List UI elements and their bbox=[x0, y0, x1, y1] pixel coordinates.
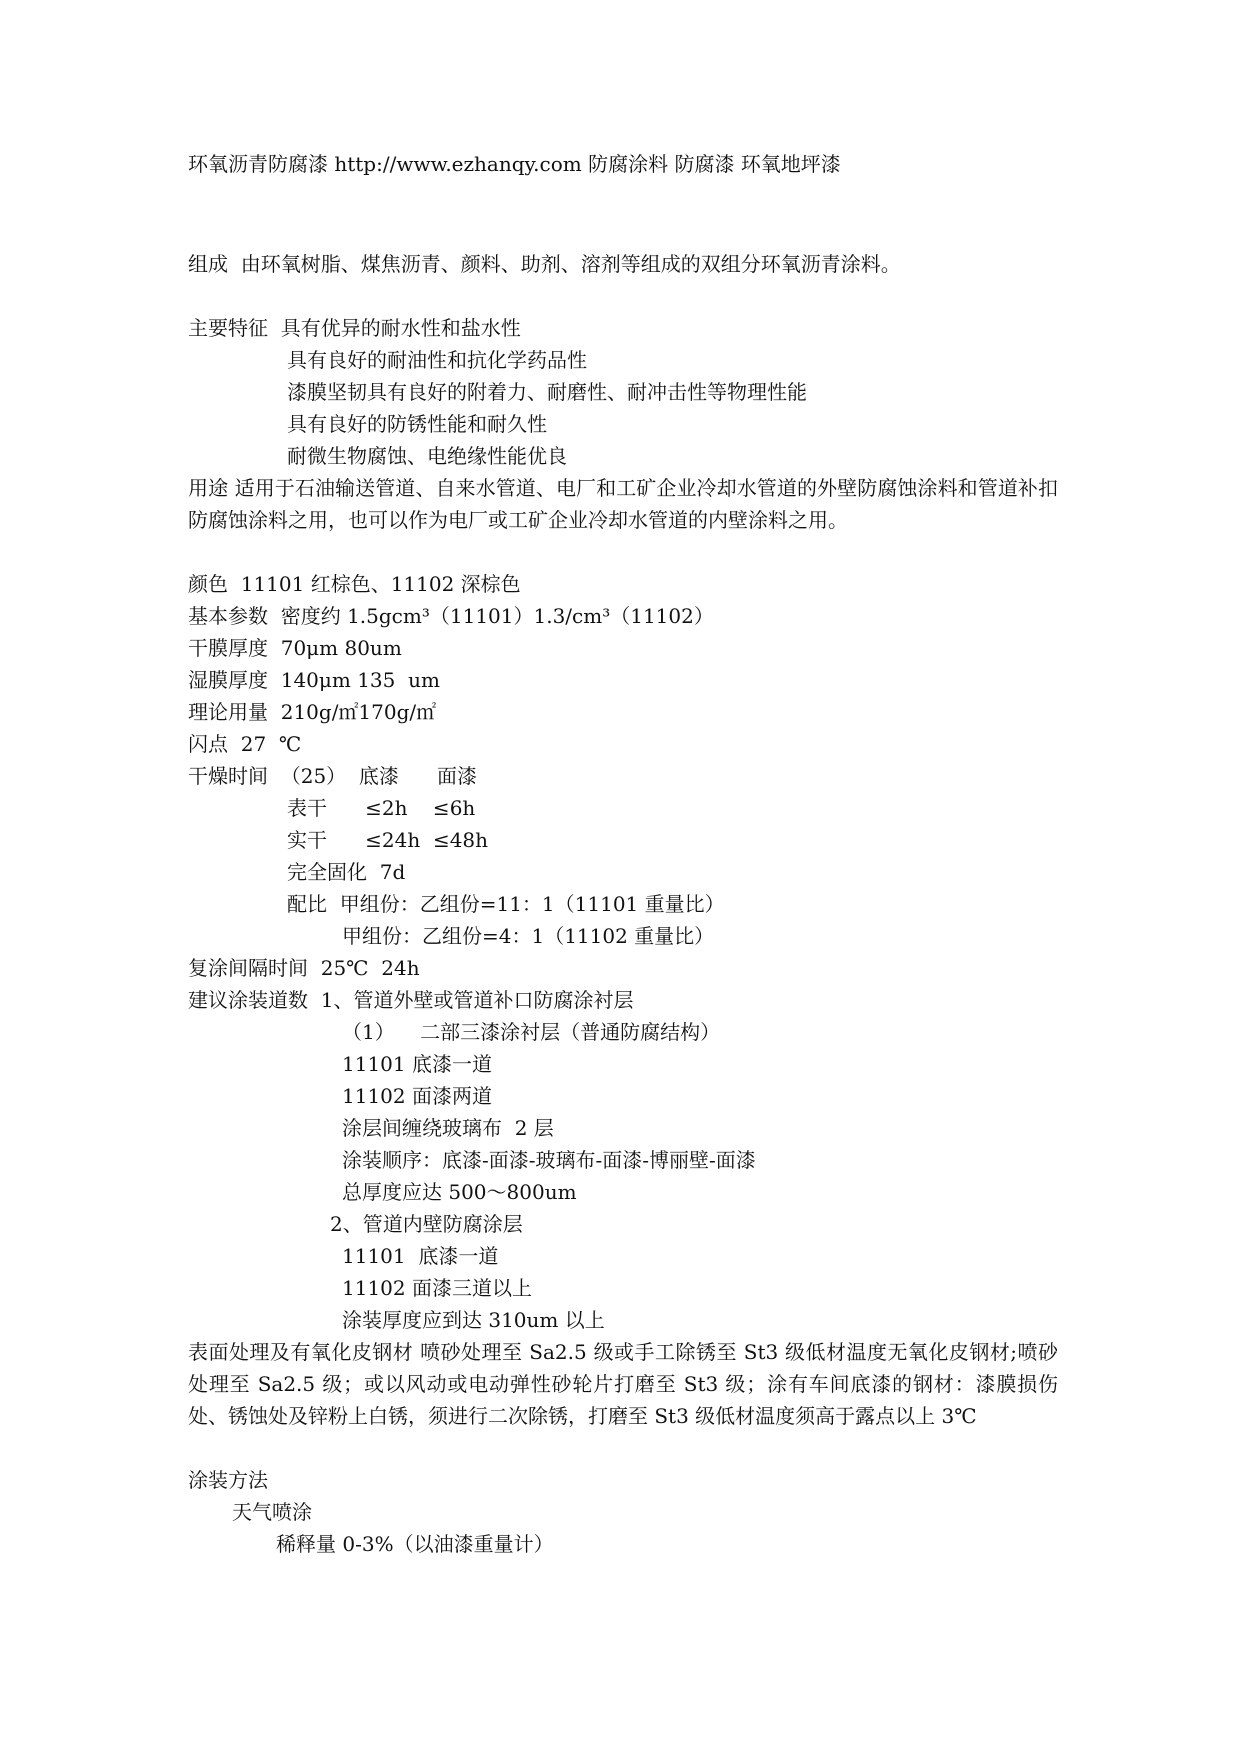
coats-item: 11101 底漆一道 bbox=[342, 1244, 499, 1268]
method-label: 涂装方法 bbox=[188, 1468, 268, 1492]
full-cure-line: 完全固化 7d bbox=[287, 860, 406, 884]
coats-item: 涂装厚度应到达 310um 以上 bbox=[342, 1308, 605, 1332]
coats-item: 11102 面漆三道以上 bbox=[342, 1276, 532, 1300]
feature-item: 耐微生物腐蚀、电绝缘性能优良 bbox=[287, 444, 567, 468]
params-line: 基本参数 密度约 1.5gcm³（11101）1.3/cm³（11102） bbox=[188, 604, 714, 628]
coats-sub-heading: 2、管道内壁防腐涂层 bbox=[330, 1212, 523, 1236]
spray-line: 天气喷涂 bbox=[232, 1500, 312, 1524]
ratio-line: 配比 甲组份：乙组份=11：1（11101 重量比） bbox=[287, 892, 725, 916]
hard-dry-line: 实干 ≤24h ≤48h bbox=[287, 828, 489, 852]
coats-item: 11102 面漆两道 bbox=[342, 1084, 492, 1108]
page-title: 环氧沥青防腐漆 http://www.ezhanqy.com 防腐涂料 防腐漆 环氧地坪漆 bbox=[188, 152, 841, 176]
usage-paragraph: 用途 适用于石油输送管道、自来水管道、电厂和工矿企业冷却水管道的外壁防腐蚀涂料和管道补扣防腐蚀涂料之用，也可以作为电厂或工矿企业冷却水管道的内壁涂料之用。 bbox=[188, 476, 1058, 532]
feature-item: 漆膜坚韧具有良好的附着力、耐磨性、耐冲击性等物理性能 bbox=[287, 380, 807, 404]
composition-line: 组成 由环氧树脂、煤焦沥青、颜料、助剂、溶剂等组成的双组分环氧沥青涂料。 bbox=[188, 252, 901, 276]
flash-point-line: 闪点 27 ℃ bbox=[188, 732, 302, 756]
feature-item: 具有良好的耐油性和抗化学药品性 bbox=[287, 348, 587, 372]
coats-sub-heading: （1） 二部三漆涂衬层（普通防腐结构） bbox=[342, 1020, 721, 1044]
coverage-line: 理论用量 210g/㎡170g/㎡ bbox=[188, 700, 437, 724]
color-line: 颜色 11101 红棕色、11102 深棕色 bbox=[188, 572, 521, 596]
drying-header: 干燥时间 （25） 底漆 面漆 bbox=[188, 764, 478, 788]
surface-dry-line: 表干 ≤2h ≤6h bbox=[287, 796, 476, 820]
coats-item: 总厚度应达 500～800um bbox=[342, 1180, 577, 1204]
ratio-line: 甲组份：乙组份=4：1（11102 重量比） bbox=[342, 924, 715, 948]
features-label: 主要特征 具有优异的耐水性和盐水性 bbox=[188, 316, 521, 340]
surface-treatment-paragraph: 表面处理及有氧化皮钢材 喷砂处理至 Sa2.5 级或手工除锈至 St3 级低材温度无氧化皮钢材;喷砂处理至 Sa2.5 级；或以风动或电动弹性砂轮片打磨至 St3 级；涂有车间底漆的钢材：漆膜损伤处、锈蚀处及锌粉上白锈，须进行二次除锈，打磨至 St3 级低材温度须高于露点以上 3℃ bbox=[188, 1340, 1058, 1428]
feature-item: 具有良好的防锈性能和耐久性 bbox=[287, 412, 547, 436]
coats-header: 建议涂装道数 1、管道外壁或管道补口防腐涂衬层 bbox=[188, 988, 634, 1012]
coats-item: 11101 底漆一道 bbox=[342, 1052, 492, 1076]
coats-item: 涂装顺序：底漆-面漆-玻璃布-面漆-博丽壁-面漆 bbox=[342, 1148, 756, 1172]
coats-item: 涂层间缠绕玻璃布 2 层 bbox=[342, 1116, 554, 1140]
recoat-line: 复涂间隔时间 25℃ 24h bbox=[188, 956, 420, 980]
wet-film-line: 湿膜厚度 140μm 135 um bbox=[188, 668, 440, 692]
thinner-line: 稀释量 0-3%（以油漆重量计） bbox=[276, 1532, 554, 1556]
dry-film-line: 干膜厚度 70μm 80um bbox=[188, 636, 402, 660]
